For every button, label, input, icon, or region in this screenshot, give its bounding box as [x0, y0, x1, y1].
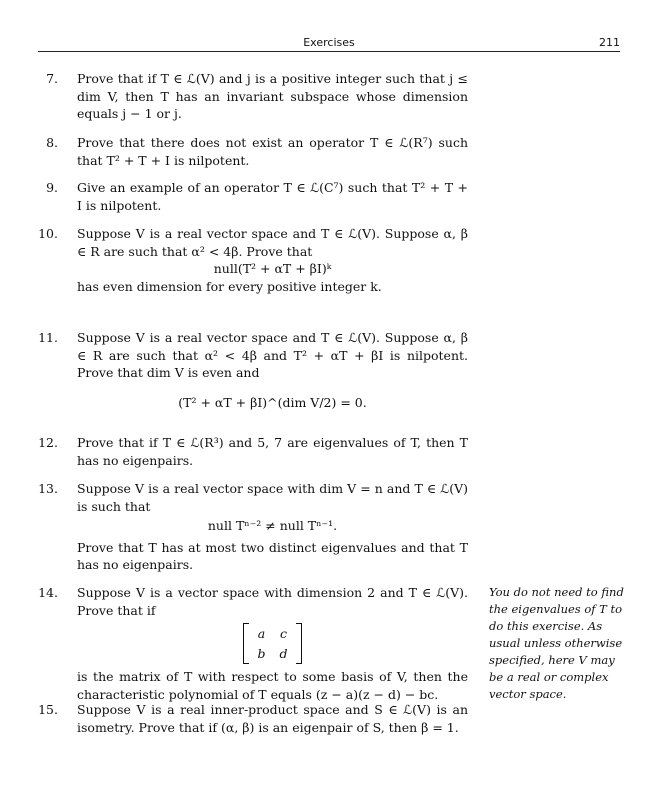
exercise-text: Suppose V is a real vector space with dim V = n and T ∈ ℒ(V) is such that — [77, 481, 468, 514]
running-header — [38, 36, 620, 52]
exercise-text-continued: has even dimension for every positive integer k. — [77, 278, 382, 294]
exercise-number: 13. — [38, 481, 58, 496]
exercise-number: 11. — [38, 330, 58, 345]
exercise-text: Prove that if T ∈ ℒ(R³) and 5, 7 are eigenvalues of T, then T has no eigenpairs. — [77, 435, 468, 468]
matrix-display — [77, 623, 468, 664]
exercise-text: Suppose V is a real inner-product space and S ∈ ℒ(V) is an isometry. Prove that if (α, β) is an eigenpair of S, then β = 1. — [77, 702, 468, 735]
exercise-text-continued: is the matrix of T with respect to some basis of V, then the characteristic polynomial of T equals (z − a)(z − d) − bc. — [77, 669, 468, 702]
matrix-cell: a — [257, 626, 266, 641]
exercise-text: Prove that there does not exist an operator T ∈ ℒ(R⁷) such that T² + T + I is nilpotent. — [77, 135, 468, 168]
header-title: Exercises — [303, 36, 355, 49]
exercise-number: 14. — [38, 585, 58, 600]
exercise-text-continued: Prove that T has at most two distinct eigenvalues and that T has no eigenpairs. — [77, 539, 468, 572]
exercise-number: 9. — [46, 180, 58, 195]
margin-note: You do not need to find the eigenvalues of T to do this exercise. As usual unless otherwise specified, here V may be a real or complex vector space. — [489, 585, 624, 701]
matrix-cell: b — [257, 645, 266, 661]
display-equation: null Tⁿ⁻² ≠ null Tⁿ⁻¹. — [207, 518, 338, 533]
display-equation: null(T² + αT + βI)ᵏ — [213, 261, 332, 276]
matrix-cell: d — [279, 645, 288, 661]
exercise-number: 15. — [38, 702, 58, 717]
matrix-cell: c — [280, 626, 288, 641]
matrix — [243, 623, 301, 664]
exercise-text: Suppose V is a real vector space and T ∈ ℒ(V). Suppose α, β ∈ R are such that α² < 4β and T² + αT + βI is nilpotent. Prove that dim V is even and — [77, 330, 468, 380]
exercise-number: 7. — [46, 71, 58, 86]
exercise-number: 8. — [46, 135, 58, 150]
exercise-text: Suppose V is a real vector space and T ∈ ℒ(V). Suppose α, β ∈ R are such that α² < 4β. Prove that — [77, 226, 468, 259]
exercise-text: Give an example of an operator T ∈ ℒ(C⁷) such that T² + T + I is nilpotent. — [77, 180, 468, 213]
exercise-text: Prove that if T ∈ ℒ(V) and j is a positive integer such that j ≤ dim V, then T has an invariant subspace whose dimension equals j − 1 or j. — [77, 71, 468, 121]
display-equation: (T² + αT + βI)^(dim V/2) = 0. — [178, 394, 367, 410]
exercise-number: 10. — [38, 226, 58, 241]
exercise-text: Suppose V is a vector space with dimension 2 and T ∈ ℒ(V). Prove that if — [77, 585, 468, 618]
page-number: 211 — [599, 36, 620, 49]
exercise-number: 12. — [38, 435, 58, 450]
